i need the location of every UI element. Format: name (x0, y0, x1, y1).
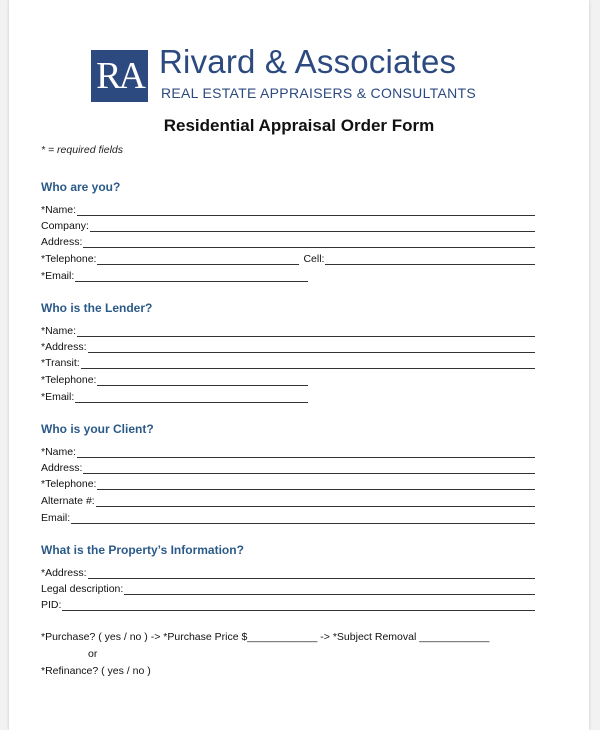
you-email-field[interactable] (75, 271, 308, 282)
field-label: *Address: (41, 341, 87, 353)
field-label: Alternate #: (41, 495, 95, 507)
field-label: *Email: (41, 391, 75, 403)
lender-email-field[interactable] (75, 392, 308, 403)
lender-telephone-row (41, 372, 308, 386)
lender-address-row (41, 339, 535, 353)
lender-address-field[interactable] (88, 342, 535, 353)
or-text: or (88, 648, 98, 660)
field-label: Company: (41, 220, 89, 232)
field-label: Email: (41, 512, 71, 524)
you-telephone-field[interactable] (97, 254, 299, 265)
field-label: PID: (41, 599, 62, 611)
refinance-line[interactable]: *Refinance? ( yes / no ) (41, 665, 151, 677)
you-email-row (41, 268, 308, 282)
client-email-field[interactable] (71, 513, 535, 524)
you-company-field[interactable] (90, 221, 535, 232)
property-address-row (41, 565, 535, 579)
section-heading-you: Who are you? (41, 180, 121, 194)
you-telephone-row (41, 251, 535, 265)
lender-name-row (41, 323, 535, 337)
you-company-row (41, 218, 535, 232)
field-label: *Address: (41, 567, 87, 579)
property-pid-row (41, 597, 535, 611)
section-heading-lender: Who is the Lender? (41, 301, 153, 315)
lender-name-field[interactable] (77, 326, 535, 337)
property-legal-row (41, 581, 535, 595)
lender-telephone-field[interactable] (97, 375, 308, 386)
property-legal-field[interactable] (124, 584, 535, 595)
you-address-row (41, 234, 535, 248)
form-page (9, 0, 589, 730)
you-address-field[interactable] (83, 237, 535, 248)
you-cell-field[interactable] (325, 254, 535, 265)
client-address-field[interactable] (83, 463, 535, 474)
field-label: *Name: (41, 325, 77, 337)
purchase-line[interactable]: *Purchase? ( yes / no ) -> *Purchase Price $____________ -> *Subject Removal ____________ (41, 631, 490, 643)
lender-transit-field[interactable] (81, 358, 535, 369)
lender-email-row (41, 389, 308, 403)
field-label: *Name: (41, 204, 77, 216)
logo-monogram: RA (91, 50, 148, 102)
client-alternate-field[interactable] (96, 496, 535, 507)
client-telephone-field[interactable] (97, 479, 535, 490)
field-label: *Name: (41, 446, 77, 458)
property-pid-field[interactable] (62, 600, 535, 611)
client-address-row (41, 460, 535, 474)
field-label: *Telephone: (41, 374, 97, 386)
field-label: *Email: (41, 270, 75, 282)
form-title: Residential Appraisal Order Form (163, 116, 435, 135)
field-label: Address: (41, 462, 83, 474)
property-address-field[interactable] (88, 568, 535, 579)
field-label: Address: (41, 236, 83, 248)
section-heading-client: Who is your Client? (41, 422, 154, 436)
company-name: Rivard & Associates (159, 43, 457, 80)
company-tagline: REAL ESTATE APPRAISERS & CONSULTANTS (161, 85, 476, 101)
section-heading-property: What is the Property’s Information? (41, 543, 244, 557)
lender-transit-row (41, 355, 535, 369)
field-label: *Telephone: (41, 253, 97, 265)
you-name-field[interactable] (77, 205, 535, 216)
client-telephone-row (41, 476, 535, 490)
client-email-row (41, 510, 535, 524)
you-name-row (41, 202, 535, 216)
field-label: *Telephone: (41, 478, 97, 490)
field-label: Legal description: (41, 583, 124, 595)
field-label: *Transit: (41, 357, 80, 369)
client-name-field[interactable] (77, 447, 535, 458)
client-alternate-row (41, 493, 535, 507)
company-logo (91, 43, 501, 107)
client-name-row (41, 444, 535, 458)
required-note: * = required fields (41, 144, 124, 156)
field-label: Cell: (303, 253, 325, 265)
